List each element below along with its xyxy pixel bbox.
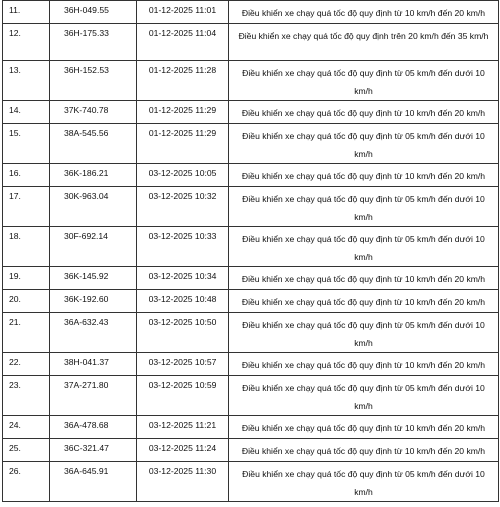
- violation-time: 01-12-2025 11:29: [137, 124, 229, 164]
- violation-time: 03-12-2025 11:21: [137, 416, 229, 439]
- row-number: 13.: [3, 61, 50, 101]
- violation-time: 03-12-2025 10:33: [137, 227, 229, 267]
- violation-time: 03-12-2025 10:32: [137, 187, 229, 227]
- row-number: 24.: [3, 416, 50, 439]
- violation-description: Điều khiển xe chạy quá tốc độ quy định từ 10 km/h đến 20 km/h: [229, 164, 499, 187]
- violation-description: Điều khiển xe chạy quá tốc độ quy định trên 20 km/h đến 35 km/h: [229, 24, 499, 61]
- violation-description: Điều khiển xe chạy quá tốc độ quy định từ 05 km/h đến dưới 10 km/h: [229, 61, 499, 101]
- license-plate: 36H-049.55: [50, 1, 137, 24]
- license-plate: 36K-145.92: [50, 267, 137, 290]
- row-number: 18.: [3, 227, 50, 267]
- table-row: [3, 187, 499, 227]
- violation-time: 03-12-2025 10:34: [137, 267, 229, 290]
- table-row: [3, 290, 499, 313]
- table-row: [3, 61, 499, 101]
- license-plate: 37K-740.78: [50, 101, 137, 124]
- row-number: 23.: [3, 376, 50, 416]
- violation-description: Điều khiển xe chạy quá tốc độ quy định từ 05 km/h đến dưới 10 km/h: [229, 124, 499, 164]
- row-number: 12.: [3, 24, 50, 61]
- row-number: 17.: [3, 187, 50, 227]
- table-row: [3, 462, 499, 502]
- table-row: [3, 416, 499, 439]
- license-plate: 36K-186.21: [50, 164, 137, 187]
- license-plate: 36H-152.53: [50, 61, 137, 101]
- violation-time: 03-12-2025 11:30: [137, 462, 229, 502]
- violation-description: Điều khiển xe chạy quá tốc độ quy định từ 10 km/h đến 20 km/h: [229, 267, 499, 290]
- violation-description: Điều khiển xe chạy quá tốc độ quy định từ 10 km/h đến 20 km/h: [229, 290, 499, 313]
- table-row: [3, 101, 499, 124]
- license-plate: 30F-692.14: [50, 227, 137, 267]
- row-number: 16.: [3, 164, 50, 187]
- license-plate: 38A-545.56: [50, 124, 137, 164]
- violation-description: Điều khiển xe chạy quá tốc độ quy định từ 10 km/h đến 20 km/h: [229, 439, 499, 462]
- violation-time: 03-12-2025 10:50: [137, 313, 229, 353]
- violation-time: 01-12-2025 11:04: [137, 24, 229, 61]
- violation-description: Điều khiển xe chạy quá tốc độ quy định từ 10 km/h đến 20 km/h: [229, 353, 499, 376]
- violation-time: 03-12-2025 11:24: [137, 439, 229, 462]
- row-number: 14.: [3, 101, 50, 124]
- row-number: 21.: [3, 313, 50, 353]
- row-number: 22.: [3, 353, 50, 376]
- row-number: 19.: [3, 267, 50, 290]
- violation-description: Điều khiển xe chạy quá tốc độ quy định từ 05 km/h đến dưới 10 km/h: [229, 313, 499, 353]
- license-plate: 36C-321.47: [50, 439, 137, 462]
- table-row: [3, 439, 499, 462]
- row-number: 11.: [3, 1, 50, 24]
- violation-description: Điều khiển xe chạy quá tốc độ quy định từ 10 km/h đến 20 km/h: [229, 101, 499, 124]
- table-row: [3, 376, 499, 416]
- row-number: 25.: [3, 439, 50, 462]
- table-row: [3, 1, 499, 24]
- violation-time: 03-12-2025 10:05: [137, 164, 229, 187]
- table-row: [3, 24, 499, 61]
- table-row: [3, 353, 499, 376]
- table-row: [3, 124, 499, 164]
- license-plate: 36A-478.68: [50, 416, 137, 439]
- table-row: [3, 313, 499, 353]
- license-plate: 36K-192.60: [50, 290, 137, 313]
- license-plate: 30K-963.04: [50, 187, 137, 227]
- violation-time: 03-12-2025 10:59: [137, 376, 229, 416]
- violation-description: Điều khiển xe chạy quá tốc độ quy định từ 10 km/h đến 20 km/h: [229, 1, 499, 24]
- license-plate: 38H-041.37: [50, 353, 137, 376]
- violation-description: Điều khiển xe chạy quá tốc độ quy định từ 05 km/h đến dưới 10 km/h: [229, 376, 499, 416]
- violation-time: 01-12-2025 11:29: [137, 101, 229, 124]
- violation-description: Điều khiển xe chạy quá tốc độ quy định từ 05 km/h đến dưới 10 km/h: [229, 227, 499, 267]
- violation-time: 01-12-2025 11:28: [137, 61, 229, 101]
- row-number: 26.: [3, 462, 50, 502]
- violation-description: Điều khiển xe chạy quá tốc độ quy định từ 05 km/h đến dưới 10 km/h: [229, 187, 499, 227]
- violations-table: [2, 0, 499, 502]
- table-row: [3, 164, 499, 187]
- table-row: [3, 267, 499, 290]
- violation-time: 03-12-2025 10:48: [137, 290, 229, 313]
- table-row: [3, 227, 499, 267]
- row-number: 15.: [3, 124, 50, 164]
- license-plate: 37A-271.80: [50, 376, 137, 416]
- violation-time: 03-12-2025 10:57: [137, 353, 229, 376]
- violation-description: Điều khiển xe chạy quá tốc độ quy định từ 05 km/h đến dưới 10 km/h: [229, 462, 499, 502]
- license-plate: 36H-175.33: [50, 24, 137, 61]
- license-plate: 36A-645.91: [50, 462, 137, 502]
- license-plate: 36A-632.43: [50, 313, 137, 353]
- violation-description: Điều khiển xe chạy quá tốc độ quy định từ 10 km/h đến 20 km/h: [229, 416, 499, 439]
- row-number: 20.: [3, 290, 50, 313]
- violation-time: 01-12-2025 11:01: [137, 1, 229, 24]
